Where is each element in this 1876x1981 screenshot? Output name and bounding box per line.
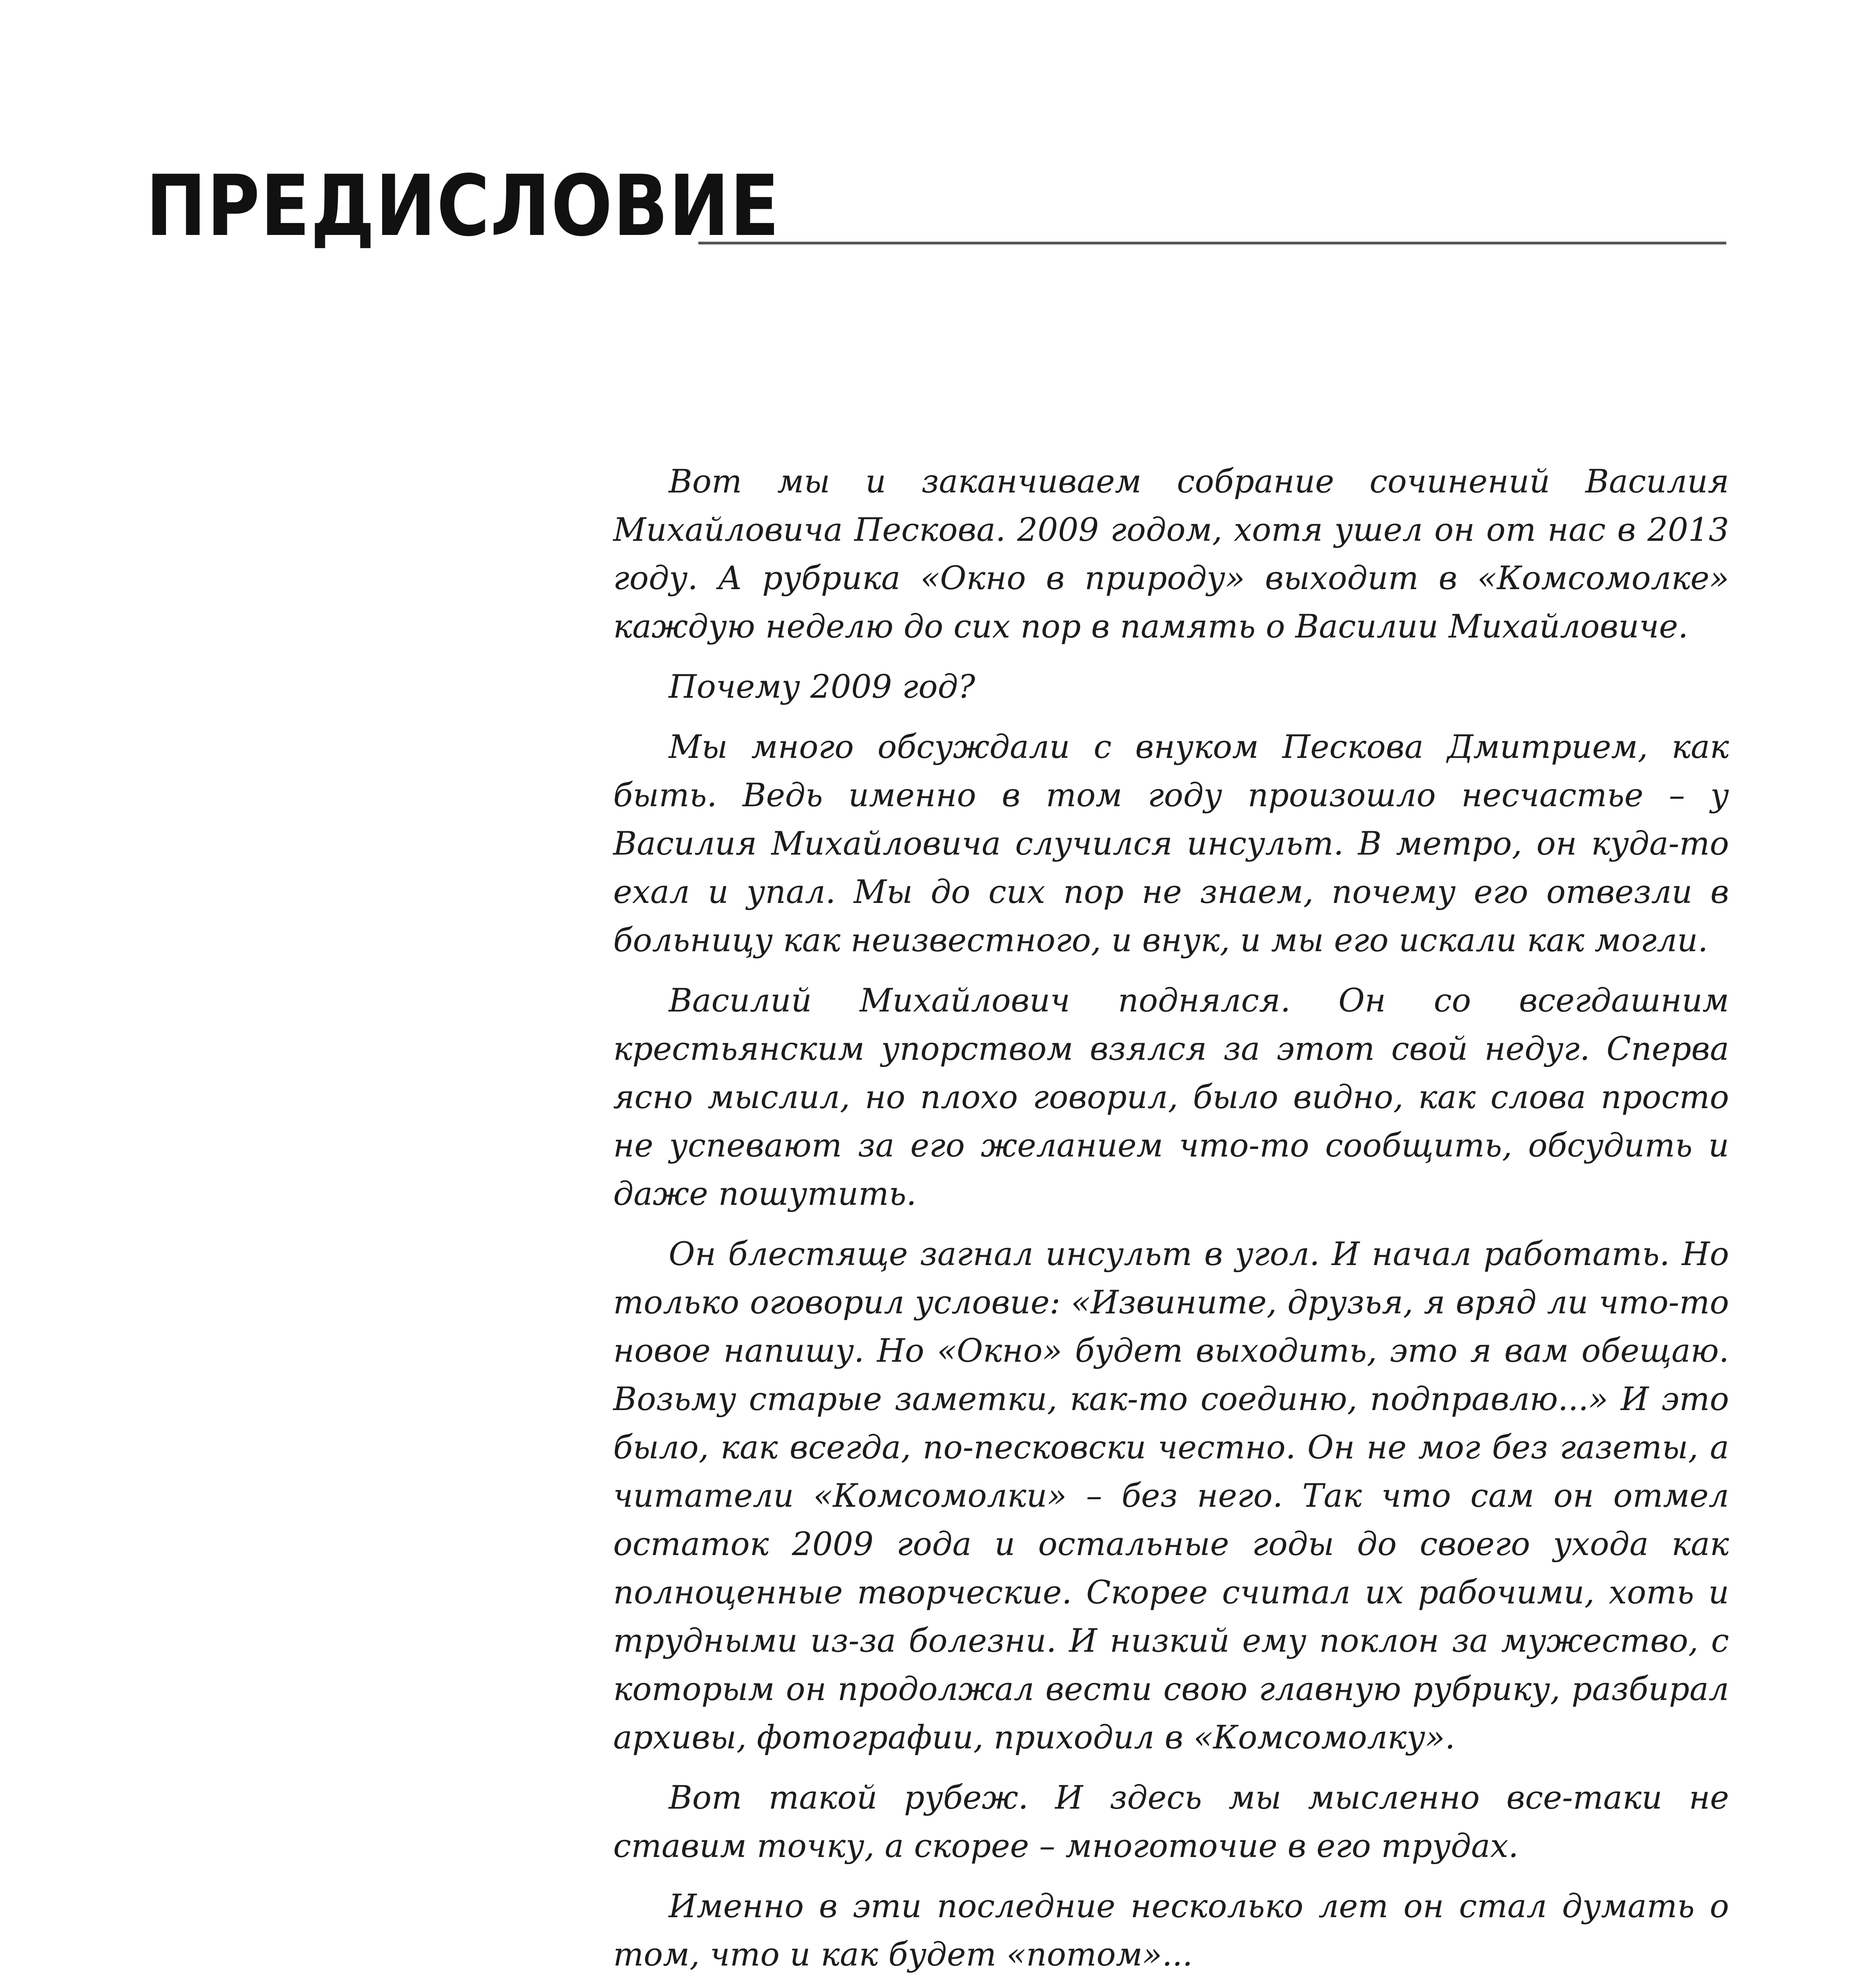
heading-row — [146, 158, 1726, 254]
body-text — [613, 458, 1729, 1981]
title-rule — [698, 242, 1726, 244]
paragraph: Вот такой рубеж. И здесь мы мысленно все-таки не ставим точку, а скорее – многоточие в его трудах. — [613, 1779, 1729, 1865]
paragraph: Он блестяще загнал инсульт в угол. И начал работать. Но только оговорил условие: «Извините, друзья, я вряд ли что-то новое напишу. Но «Окно» будет выходить, это я вам обещаю. Возьму старые заметки, как-то соединю, подправлю...» И это было, как всегда, по-песковски честно. Он не мог без газеты, а читатели «Комсомолки» – без него. Так что сам он отмел остаток 2009 года и остальные годы до своего ухода как полноценные творческие. Скорее считал их рабочими, хоть и трудными из-за болезни. И низкий ему поклон за мужество, с которым он продолжал вести свою главную рубрику, разбирал архивы, фотографии, приходил в «Комсомолку». — [613, 1236, 1729, 1756]
paragraph: Вот мы и заканчиваем собрание сочинений Василия Михайловича Пескова. 2009 годом, хотя ушел он от нас в 2013 году. А рубрика «Окно в природу» выходит в «Комсомолке» каждую неделю до сих пор в память о Василии Михайловиче. — [613, 463, 1729, 645]
paragraph: Мы много обсуждали с внуком Пескова Дмитрием, как быть. Ведь именно в том году произошло несчастье – у Василия Михайловича случился инсульт. В метро, он куда-то ехал и упал. Мы до сих пор не знаем, почему его отвезли в больницу как неизвестного, и внук, и мы его искали как могли. — [613, 729, 1729, 959]
page-title: ПРЕДИСЛОВИЕ — [146, 157, 780, 255]
paragraph: Василий Михайлович поднялся. Он со всегдашним крестьянским упорством взялся за этот свой недуг. Сперва ясно мыслил, но плохо говорил, было видно, как слова просто не успевают за его желанием что-то сообщить, обсудить и даже пошутить. — [613, 982, 1729, 1213]
paragraph: Почему 2009 год? — [669, 668, 975, 706]
paragraph: Именно в эти последние несколько лет он стал думать о том, что и как будет «потом»... — [613, 1888, 1729, 1973]
